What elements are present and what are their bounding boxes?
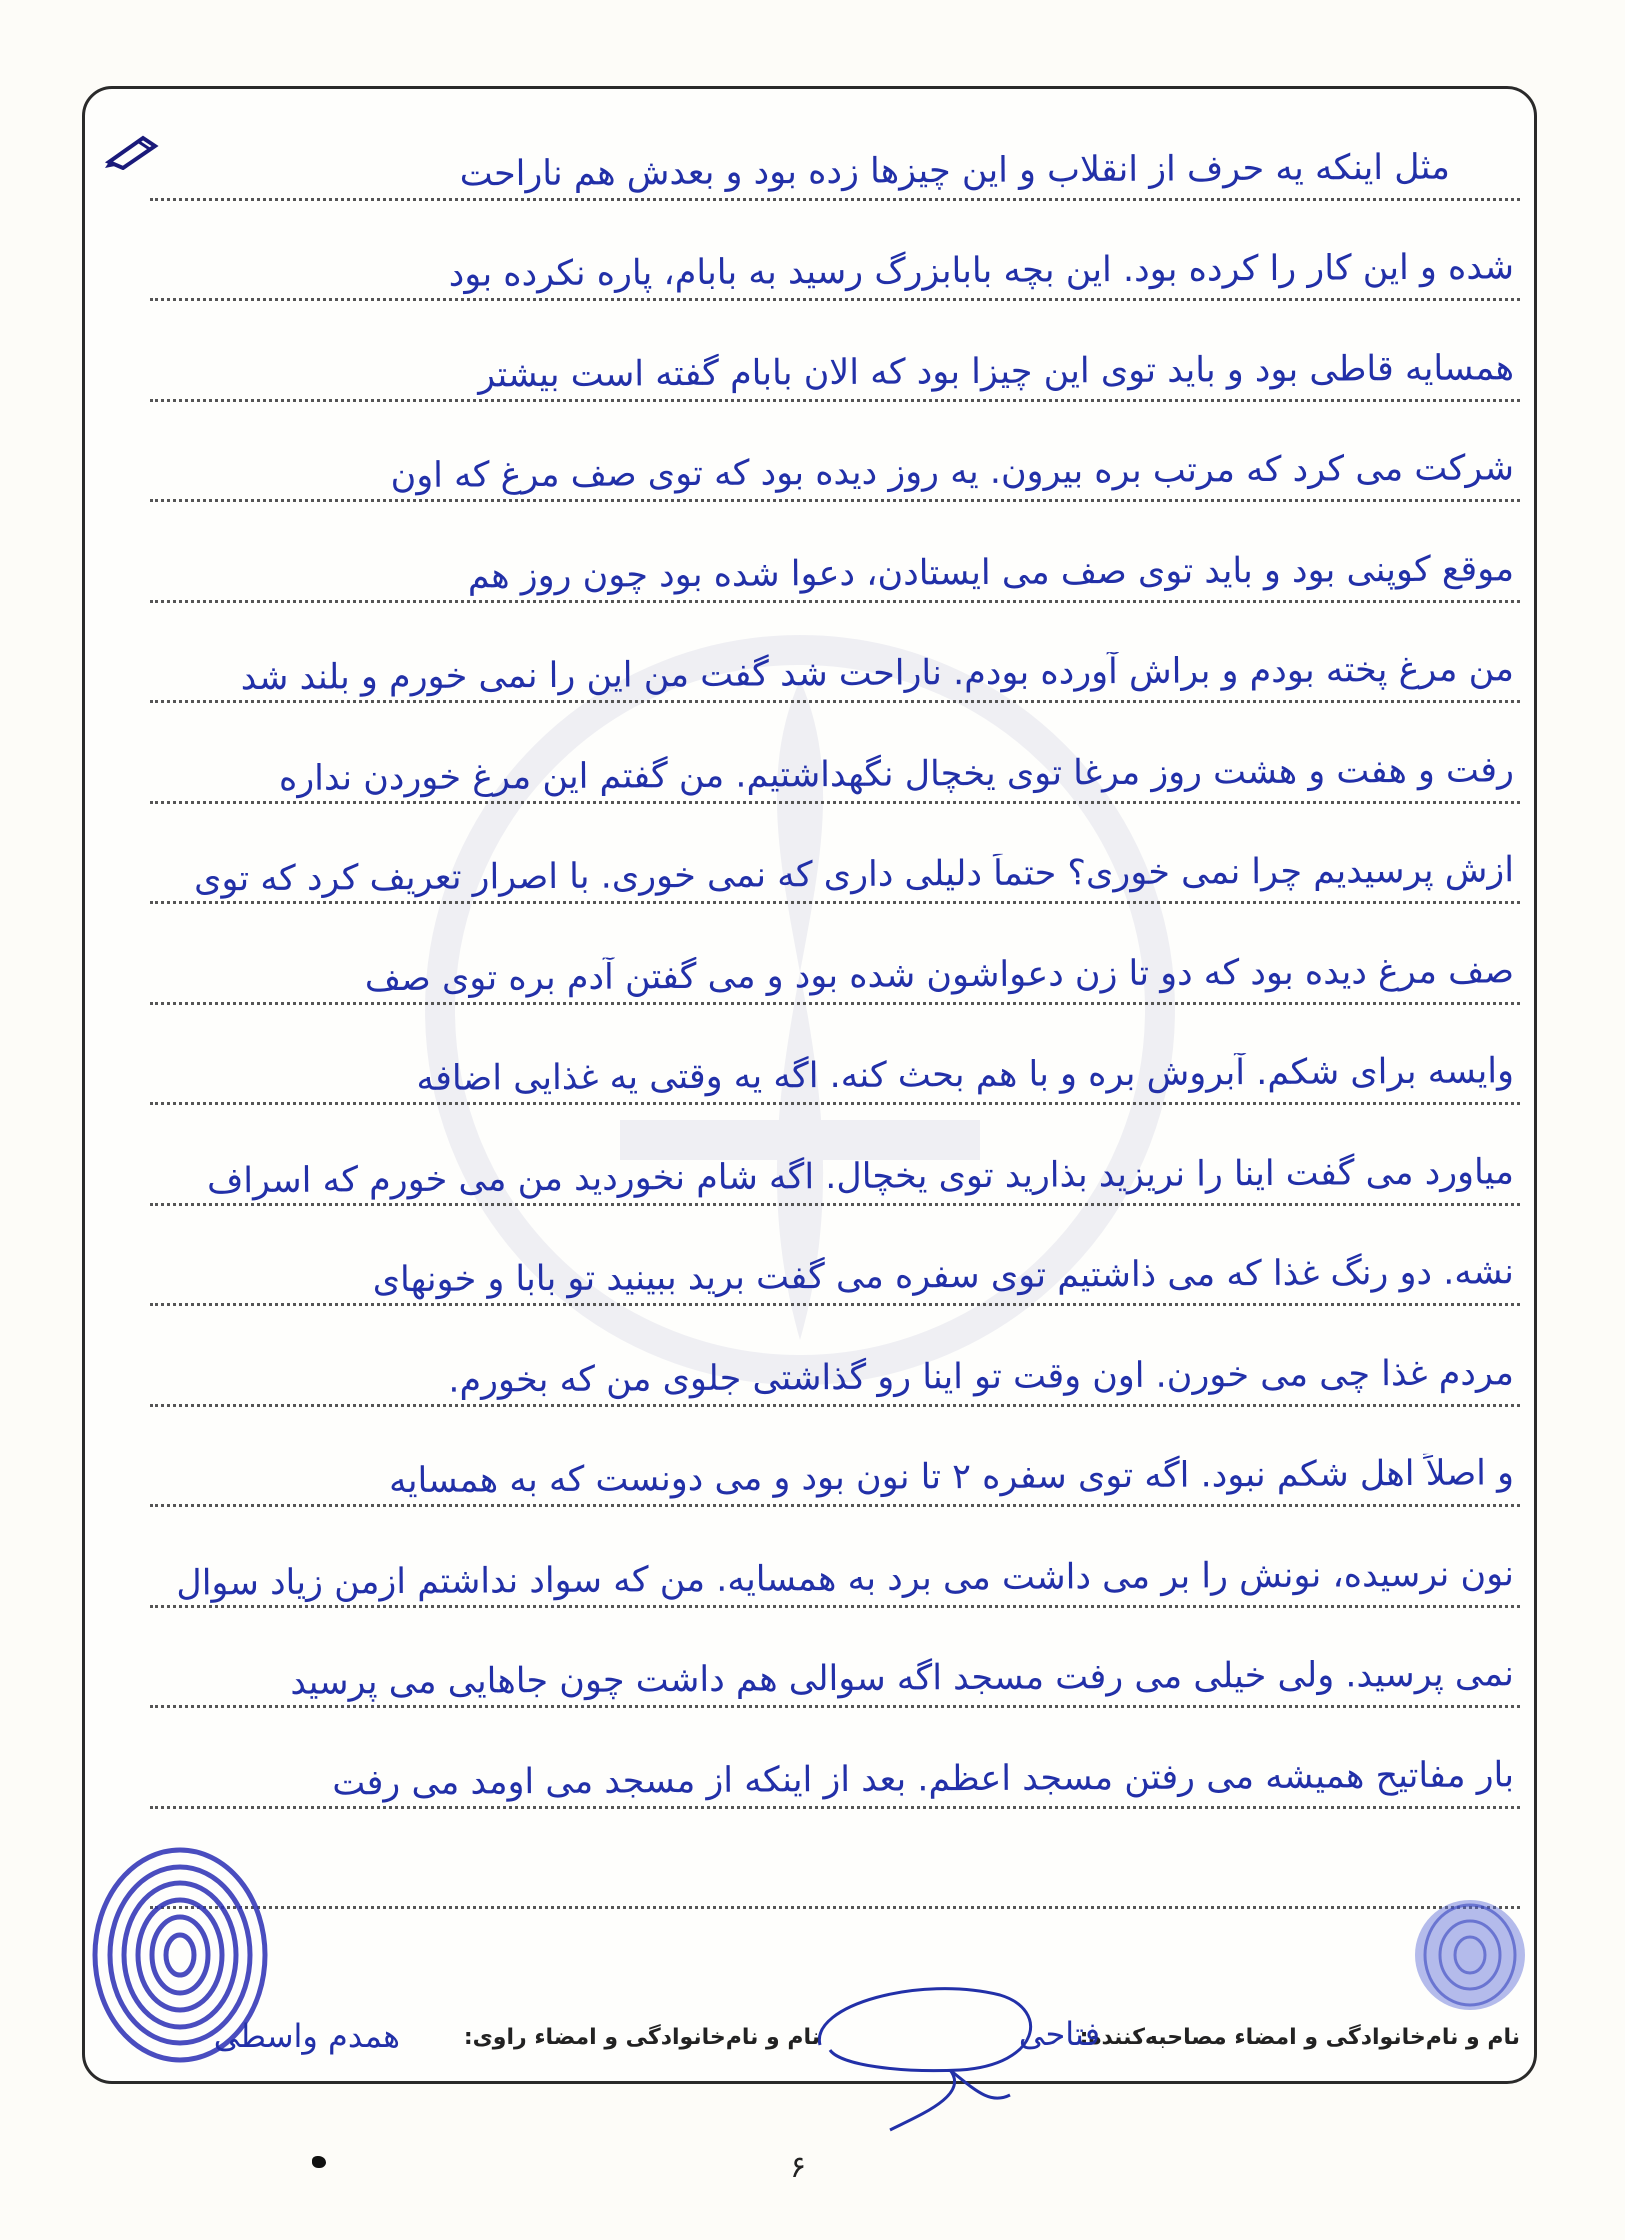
line-text: صف مرغ دیده بود که دو تا زن دعواشون شده بود و می گفتن آدم بره توی صف bbox=[364, 950, 1515, 999]
text-line bbox=[150, 301, 1520, 402]
text-line bbox=[150, 1407, 1520, 1508]
interviewer-name: فتاحی bbox=[1018, 2015, 1100, 2053]
line-text: همسایه قاطی بود و باید توی این چیزا بود که الان بابام گفته است بیشتر bbox=[477, 347, 1515, 395]
text-line bbox=[150, 1708, 1520, 1809]
text-line bbox=[150, 603, 1520, 704]
line-text: شده و این کار را کرده بود. این بچه بابابزرگ رسید به بابام، پاره نکرده بود bbox=[448, 247, 1515, 295]
text-line bbox=[150, 1809, 1520, 1910]
line-text: ازش پرسیدیم چرا نمی خوری؟ حتماً دلیلی داری که نمی خوری. با اصرار تعریف کرد که توی bbox=[193, 850, 1515, 900]
line-text: نشه. دو رنگ غذا که می ذاشتیم توی سفره می گفت برید ببینید تو بابا و خونهای bbox=[372, 1252, 1515, 1301]
line-text: موقع کوپنی بود و باید توی صف می ایستادن، دعوا شده بود چون روز هم bbox=[467, 548, 1515, 597]
line-text: و اصلاً اهل شکم نبود. اگه توی سفره ۲ تا نون بود و می دونست که به همسایه bbox=[388, 1453, 1515, 1502]
line-text: شرکت می کرد که مرتب بره بیرون. یه روز دیده بود که توی صف مرغ که اون bbox=[390, 448, 1515, 497]
handwritten-lines bbox=[150, 100, 1520, 1909]
line-text: مردم غذا چی می خورن. اون وقت تو اینا رو گذاشتی جلوی من که بخورم. bbox=[448, 1352, 1515, 1401]
line-text: من مرغ پخته بودم و براش آورده بودم. ناراحت شد گفت من این را نمی خورم و بلند شد bbox=[240, 649, 1515, 699]
line-text: میاورد می گفت اینا را نریزید بذارید توی یخچال. اگه شام نخوردید من می خورم که اسراف bbox=[206, 1151, 1515, 1201]
text-line bbox=[150, 804, 1520, 905]
text-line bbox=[150, 502, 1520, 603]
line-text: نمی پرسید. ولی خیلی می رفت مسجد اگه سوالی هم داشت چون جاهایی می پرسید bbox=[290, 1654, 1515, 1703]
text-line bbox=[150, 703, 1520, 804]
text-line bbox=[150, 201, 1520, 302]
interviewer-label: نام و نام‌خانوادگی و امضاء مصاحبه‌کننده: bbox=[1079, 2025, 1520, 2050]
fingerprint-right bbox=[1390, 1880, 1540, 2030]
line-text: وایسه برای شکم. آبروش بره و با هم بحث کنه. اگه یه وقتی یه غذایی اضافه bbox=[416, 1051, 1515, 1099]
text-line bbox=[150, 1608, 1520, 1709]
line-text: بار مفاتیح همیشه می رفتن مسجد اعظم. بعد از اینکه از مسجد می اومد می رفت bbox=[332, 1754, 1515, 1803]
footer bbox=[100, 2015, 1520, 2075]
text-line bbox=[150, 1507, 1520, 1608]
text-line bbox=[150, 402, 1520, 503]
line-text: نون نرسیده، نونش را بر می داشت می برد به همسایه. من که سواد نداشتم ازمن زیاد سوال bbox=[176, 1553, 1515, 1604]
line-text bbox=[150, 1895, 1514, 1905]
page-number: ۶ bbox=[790, 2150, 807, 2185]
line-text: مثل اینکه یه حرف از انقلاب و این چیزها زده بود و بعدش هم ناراحت bbox=[459, 146, 1451, 194]
text-line bbox=[150, 1206, 1520, 1307]
line-text: رفت و هفت و هشت روز مرغا توی یخچال نگهداشتیم. من گفتم این مرغ خوردن نداره bbox=[278, 749, 1515, 799]
text-line bbox=[150, 1105, 1520, 1206]
narrator-name: همدم واسطی bbox=[213, 2017, 400, 2055]
text-line bbox=[150, 1306, 1520, 1407]
text-line bbox=[150, 904, 1520, 1005]
text-line bbox=[150, 100, 1520, 201]
ink-dot bbox=[312, 2156, 326, 2168]
narrator-label: نام و نام‌خانوادگی و امضاء راوی: bbox=[463, 2025, 820, 2050]
text-line bbox=[150, 1005, 1520, 1106]
